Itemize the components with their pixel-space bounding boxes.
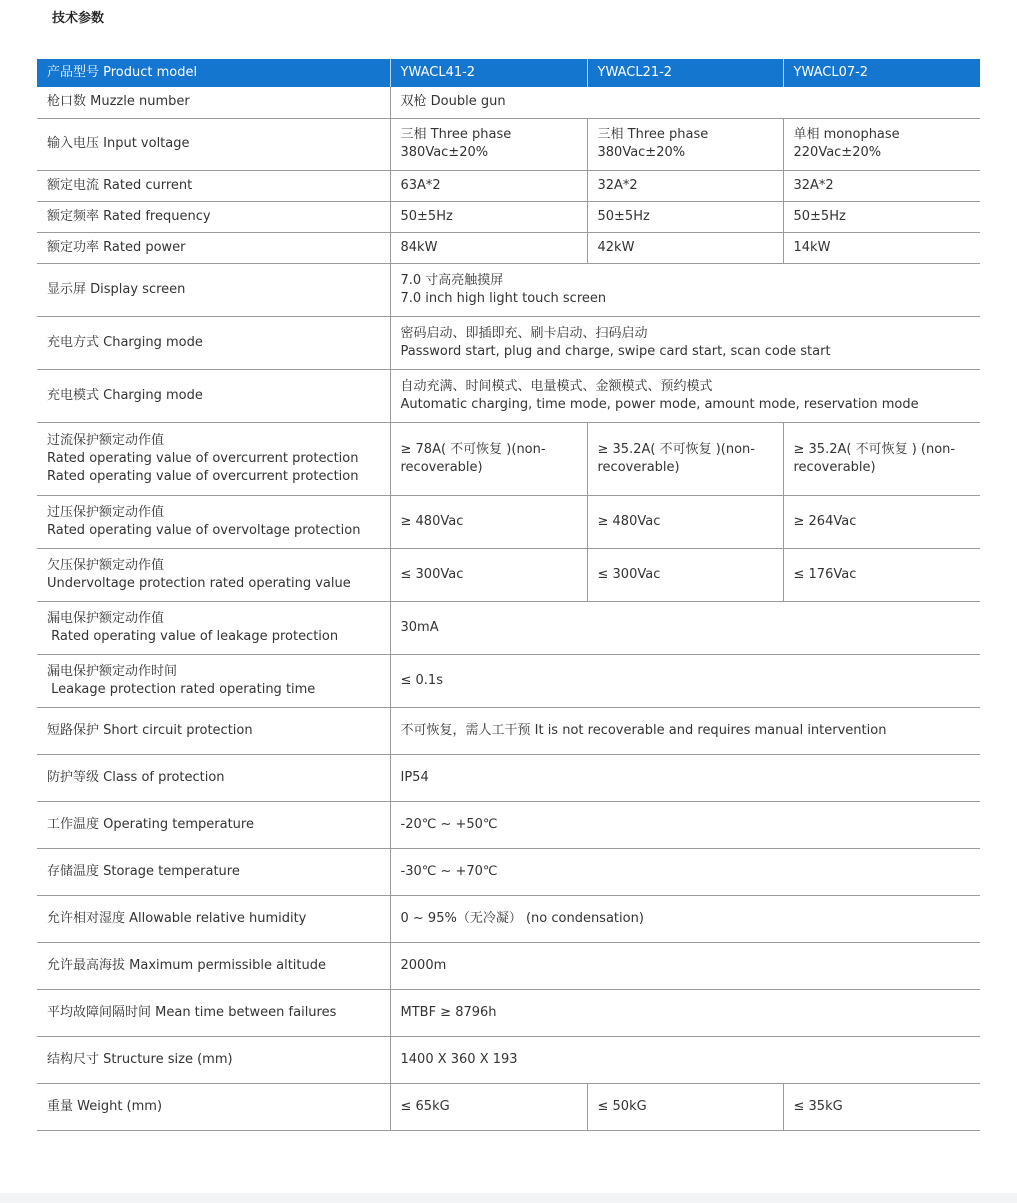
table-row [37,548,980,601]
table-row [37,895,980,942]
row-value: 双枪 Double gun [390,87,980,118]
table-row [37,654,980,707]
header-cell-model-c: YWACL07-2 [783,59,980,87]
header-cell-model-b: YWACL21-2 [587,59,783,87]
table-row [37,87,980,118]
row-label: 存储温度 Storage temperature [37,848,390,895]
table-row [37,801,980,848]
cell-model-c: ≥ 264Vac [783,495,980,548]
row-label: 额定频率 Rated frequency [37,201,390,232]
table-row [37,1036,980,1083]
row-value: MTBF ≥ 8796h [390,989,980,1036]
cell-model-b: ≤ 300Vac [587,548,783,601]
row-value: IP54 [390,754,980,801]
cell-model-b [587,422,783,495]
table-row [37,989,980,1036]
cell-model-c: ≤ 176Vac [783,548,980,601]
table-row [37,848,980,895]
cell-model-a [390,118,587,170]
cell-model-b [587,118,783,170]
cell-line: 密码启动、即插即充、刷卡启动、扫码启动 [400,325,648,341]
cell-line: 漏电保护额定动作值 [47,610,165,626]
cell-line: 过流保护额定动作值 [47,432,165,448]
row-label [37,495,390,548]
row-value [390,369,980,422]
row-value: 1400 X 360 X 193 [390,1036,980,1083]
table-row [37,754,980,801]
row-label: 额定电流 Rated current [37,170,390,201]
row-label: 枪口数 Muzzle number [37,87,390,118]
cell-line: Rated operating value of overcurrent protection [47,450,359,466]
cell-line: 220Vac±20% [793,145,882,160]
cell-model-c: 50±5Hz [783,201,980,232]
table-row [37,495,980,548]
table-row [37,263,980,316]
cell-line: ≥ 35.2A( 不可恢复 )(non- [597,441,755,457]
cell-model-b: ≥ 480Vac [587,495,783,548]
row-value [390,316,980,369]
table-row [37,707,980,754]
row-label [37,548,390,601]
row-label: 输入电压 Input voltage [37,118,390,170]
cell-model-c [783,422,980,495]
cell-model-b: 42kW [587,232,783,263]
table-row [37,601,980,654]
cell-model-a: ≤ 300Vac [390,548,587,601]
cell-line: 欠压保护额定动作值 [47,557,165,573]
table-row [37,232,980,263]
row-label: 充电模式 Charging mode [37,369,390,422]
row-label [37,654,390,707]
cell-line: Rated operating value of leakage protection [47,628,339,644]
cell-model-a: 63A*2 [390,170,587,201]
row-label: 短路保护 Short circuit protection [37,707,390,754]
table-row [37,369,980,422]
row-label: 额定功率 Rated power [37,232,390,263]
header-cell-product-model: 产品型号 Product model [37,59,390,87]
cell-line: ≥ 78A( 不可恢复 )(non- [400,441,546,457]
cell-model-c [783,118,980,170]
row-value: -30℃ ~ +70℃ [390,848,980,895]
cell-line: recoverable) [400,459,483,475]
row-value: ≤ 0.1s [390,654,980,707]
cell-line: 7.0 inch high light touch screen [400,290,607,306]
cell-line: Rated operating value of overcurrent protection [47,468,359,484]
table-row [37,201,980,232]
row-label [37,601,390,654]
row-label: 结构尺寸 Structure size (mm) [37,1036,390,1083]
cell-line: Undervoltage protection rated operating value [47,575,351,591]
row-label: 显示屏 Display screen [37,263,390,316]
row-value [390,263,980,316]
cell-line: recoverable) [793,459,876,475]
cell-model-b: ≤ 50kG [587,1083,783,1130]
row-value: 不可恢复，需人工干预 It is not recoverable and requires manual intervention [390,707,980,754]
cell-model-a [390,422,587,495]
cell-line: 380Vac±20% [597,145,686,160]
cell-line: 单相 monophase [793,127,900,142]
table-row [37,942,980,989]
table-row [37,422,980,495]
cell-line: recoverable) [597,459,680,475]
row-label: 防护等级 Class of protection [37,754,390,801]
row-label: 允许相对湿度 Allowable relative humidity [37,895,390,942]
cell-model-a: 84kW [390,232,587,263]
header-cell-model-a: YWACL41-2 [390,59,587,87]
cell-model-b: 50±5Hz [587,201,783,232]
table-row [37,118,980,170]
table-header-row [37,59,980,87]
table-row [37,1083,980,1130]
cell-model-a: ≥ 480Vac [390,495,587,548]
row-label: 允许最高海拔 Maximum permissible altitude [37,942,390,989]
cell-line: 380Vac±20% [400,145,489,160]
cell-model-c: 14kW [783,232,980,263]
spec-table [37,59,980,1131]
cell-line: Password start, plug and charge, swipe card start, scan code start [400,343,831,359]
row-label [37,422,390,495]
row-label: 工作温度 Operating temperature [37,801,390,848]
cell-model-c: ≤ 35kG [783,1083,980,1130]
cell-line: ≥ 35.2A( 不可恢复 ) (non- [793,441,956,457]
cell-line: 三相 Three phase [597,127,709,142]
row-value: 2000m [390,942,980,989]
cell-line: 漏电保护额定动作时间 [47,663,178,679]
page-title: 技术参数 [52,11,105,26]
row-value: -20℃ ~ +50℃ [390,801,980,848]
row-label: 充电方式 Charging mode [37,316,390,369]
cell-line: Rated operating value of overvoltage protection [47,522,361,538]
cell-line: 7.0 寸高亮触摸屏 [400,272,504,288]
row-value: 30mA [390,601,980,654]
cell-model-a: ≤ 65kG [390,1083,587,1130]
cell-model-c: 32A*2 [783,170,980,201]
row-label: 重量 Weight (mm) [37,1083,390,1130]
table-row [37,170,980,201]
table-row [37,316,980,369]
cell-model-b: 32A*2 [587,170,783,201]
cell-line: Automatic charging, time mode, power mode, amount mode, reservation mode [400,396,919,412]
cell-line: Leakage protection rated operating time [47,681,316,697]
row-label: 平均故障间隔时间 Mean time between failures [37,989,390,1036]
cell-line: 自动充满、时间模式、电量模式、金额模式、预约模式 [400,378,713,394]
page-footer-strip [0,1193,1017,1203]
cell-model-a: 50±5Hz [390,201,587,232]
row-value: 0 ~ 95%（无冷凝） (no condensation) [390,895,980,942]
cell-line: 三相 Three phase [400,127,512,142]
cell-line: 过压保护额定动作值 [47,504,165,520]
